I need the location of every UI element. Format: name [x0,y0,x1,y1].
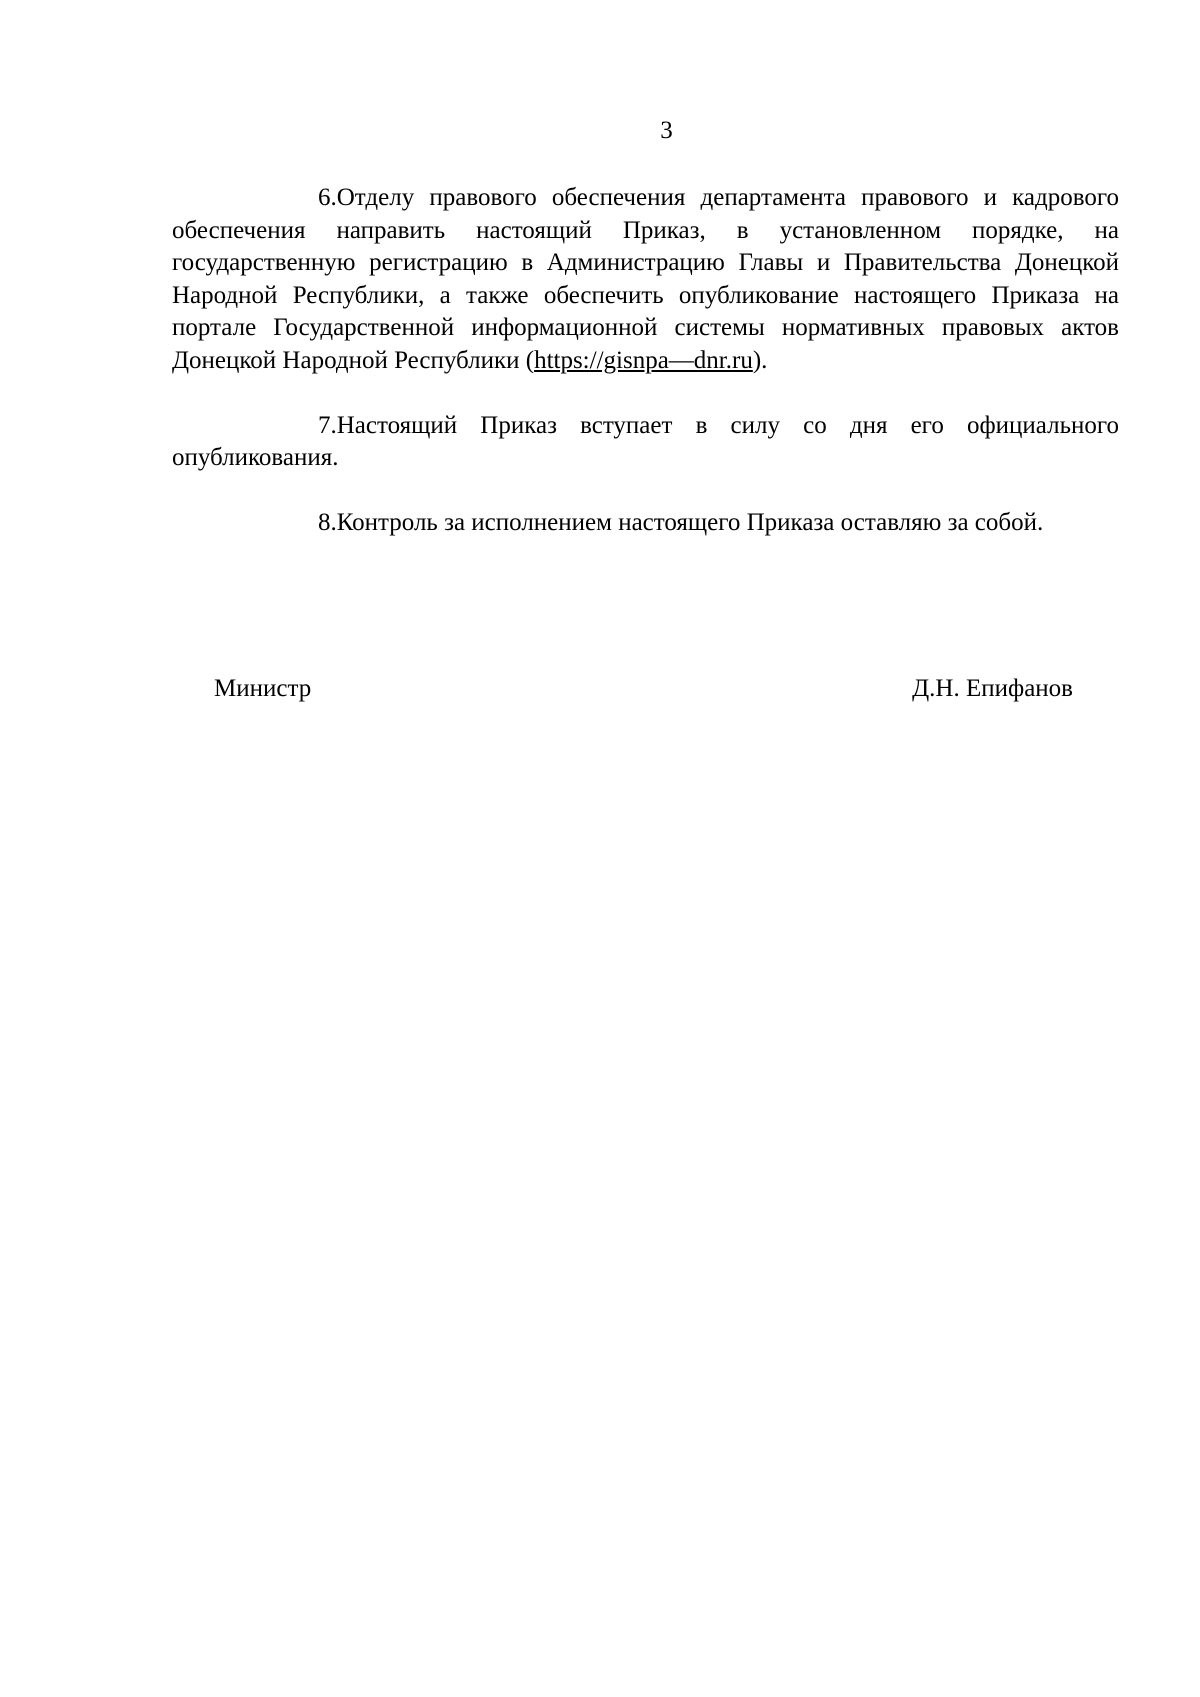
paragraph-number: 8. [318,509,337,536]
paragraph-8 [172,507,1119,540]
document-body [172,182,1119,540]
page-number: 3 [660,117,673,144]
portal-link[interactable]: https://gisnpa—dnr.ru [534,346,753,374]
paragraph-text: Отделу правового обеспечения департамента правового и кадрового обеспечения направить настоящий Приказ, в установленном порядке, на государственную регистрацию в Администрацию Главы и Правительства Донецкой Народной Республики, а также обеспечить опубликование настоящего Приказа на портале Государственной информационной системы нормативных правовых актов Донецкой Народной Республики ( [172,184,1119,374]
paragraph-text: Контроль за исполнением настоящего Приказа оставляю за собой. [336,509,1044,536]
signatory-title: Министр [214,675,312,702]
paragraph-number: 6. [318,184,337,211]
paragraph-6 [172,182,1119,377]
paragraph-text: Настоящий Приказ вступает в силу со дня его официального опубликования. [172,411,1119,471]
signatory-name: Д.Н. Епифанов [912,675,1073,702]
paragraph-number: 7. [318,411,337,439]
paragraph-text-end: ). [752,346,768,374]
paragraph-7 [172,410,1119,475]
